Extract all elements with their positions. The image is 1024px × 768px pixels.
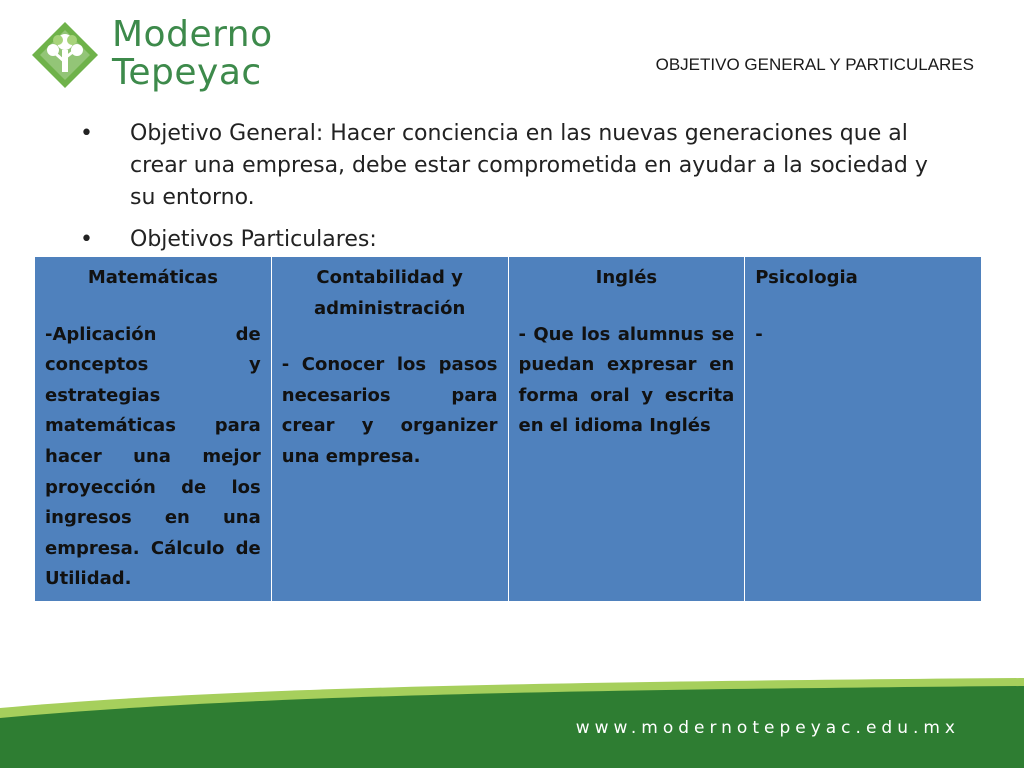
table-cell-psicologia (745, 257, 982, 602)
bullet-general-objective (80, 118, 950, 214)
column-header: Inglés (595, 267, 658, 288)
bullet-text: Objetivo General: Hacer conciencia en las nuevas generaciones que al crear una empresa, debe estar comprometida en ayudar a la sociedad y su entorno. (130, 121, 928, 210)
table-row (35, 257, 982, 602)
website-url: www.modernotepeyac.edu.mx (575, 718, 960, 738)
column-header: Psicologia (755, 267, 858, 288)
objectives-table (34, 256, 982, 602)
bullet-particular-objectives (80, 224, 950, 256)
tree-logo-icon (28, 18, 102, 92)
table-cell-matematicas (35, 257, 272, 602)
table-cell-ingles (508, 257, 745, 602)
logo (28, 14, 308, 100)
table-cell-contabilidad (271, 257, 508, 602)
column-body: - Que los alumnus se puedan expresar en forma oral y escrita en el idioma Inglés (518, 323, 735, 437)
footer-wave (0, 660, 1024, 768)
logo-word-moderno: Moderno (112, 14, 273, 55)
column-header: Contabilidad y administración (313, 267, 466, 319)
footer (0, 660, 1024, 768)
bullet-text: Objetivos Particulares: (130, 227, 377, 252)
column-body: - (755, 323, 763, 345)
column-header: Matemáticas (87, 267, 218, 288)
bullet-symbol: • (80, 227, 93, 252)
logo-word-tepeyac: Tepeyac (112, 52, 262, 93)
bullet-list (80, 118, 950, 266)
column-body: -Aplicación de conceptos y estrategias matemáticas para hacer una mejor proyección de los ingresos en una empresa. Cálculo de Utilidad. (45, 323, 261, 590)
column-body: - Conocer los pasos necesarios para crear y organizer una empresa. (281, 354, 498, 467)
bullet-symbol: • (80, 121, 93, 146)
slide-title: OBJETIVO GENERAL Y PARTICULARES (655, 55, 974, 74)
